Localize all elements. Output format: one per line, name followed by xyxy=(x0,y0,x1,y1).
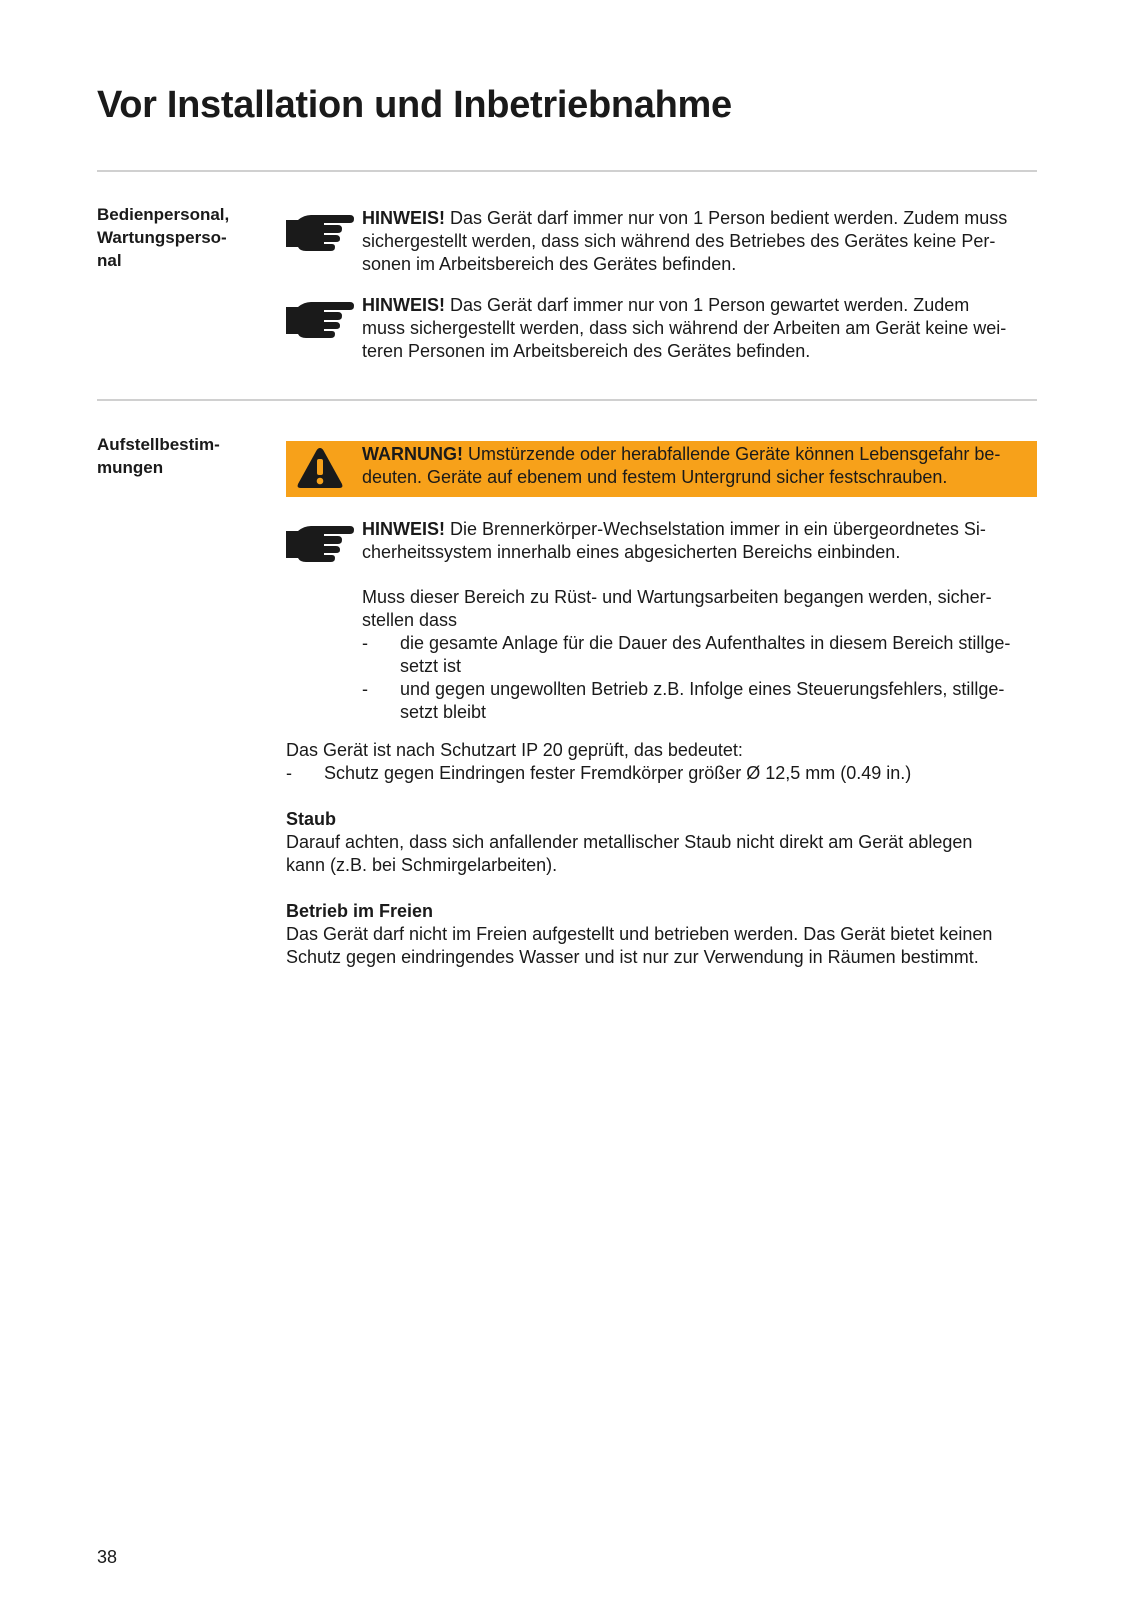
heading-line: Wartungsperso- xyxy=(97,228,227,247)
heading-line: nal xyxy=(97,251,122,270)
staub-heading: Staub xyxy=(286,809,337,829)
note-text: sonen im Arbeitsbereich des Gerätes befinden. xyxy=(362,254,737,274)
section-heading-bedienpersonal xyxy=(97,203,257,272)
note-hinweis-1 xyxy=(362,207,1042,276)
note-text: Das Gerät darf immer nur von 1 Person gewartet werden. Zudem xyxy=(445,295,970,315)
note-text: Die Brennerkörper-Wechselstation immer in ein übergeordnetes Si- xyxy=(445,519,986,539)
page-title: Vor Installation und Inbetriebnahme xyxy=(97,84,732,126)
paragraph-line: Das Gerät darf nicht im Freien aufgestellt und betrieben werden. Das Gerät bietet keinen xyxy=(286,924,993,944)
list-item xyxy=(400,678,1040,724)
warning-text xyxy=(362,443,1032,489)
note-hinweis-2 xyxy=(362,294,1042,363)
list-item-line: und gegen ungewollten Betrieb z.B. Infolge eines Steuerungsfehlers, stillge- xyxy=(400,679,1005,699)
list-dash: - xyxy=(362,679,368,699)
paragraph-line: stellen dass xyxy=(362,610,458,630)
warning-box xyxy=(286,441,1037,497)
paragraph-line: Darauf achten, dass sich anfallender metallischer Staub nicht direkt am Gerät ablegen xyxy=(286,832,973,852)
note-label: HINWEIS! xyxy=(362,519,445,539)
betrieb-im-freien-text xyxy=(286,923,1036,969)
note-hinweis-3 xyxy=(362,518,1042,564)
page-number: 38 xyxy=(97,1547,118,1567)
list-dash: - xyxy=(286,763,292,783)
betrieb-im-freien-heading: Betrieb im Freien xyxy=(286,901,434,921)
section-heading-aufstellbestimmungen xyxy=(97,433,257,479)
warning-triangle-icon xyxy=(296,446,344,490)
ip-rating-text: Das Gerät ist nach Schutzart IP 20 geprüft, das bedeutet: xyxy=(286,740,743,760)
warning-label: WARNUNG! xyxy=(362,444,463,464)
heading-line: Bedienpersonal, xyxy=(97,205,230,224)
section-divider xyxy=(97,399,1037,401)
note-label: HINWEIS! xyxy=(362,208,445,228)
pointing-hand-icon xyxy=(284,522,354,566)
paragraph-line: Muss dieser Bereich zu Rüst- und Wartungsarbeiten begangen werden, sicher- xyxy=(362,587,992,607)
note-text: teren Personen im Arbeitsbereich des Gerätes befinden. xyxy=(362,341,811,361)
ip-rating-bullet: Schutz gegen Eindringen fester Fremdkörper größer Ø 12,5 mm (0.49 in.) xyxy=(324,763,912,783)
note-text: cherheitssystem innerhalb eines abgesicherten Bereichs einbinden. xyxy=(362,542,901,562)
access-paragraph xyxy=(362,586,1042,632)
paragraph-line: Schutz gegen eindringendes Wasser und ist nur zur Verwendung in Räumen bestimmt. xyxy=(286,947,979,967)
list-item-line: setzt bleibt xyxy=(400,702,487,722)
note-text: muss sichergestellt werden, dass sich während der Arbeiten am Gerät keine wei- xyxy=(362,318,1007,338)
section-divider xyxy=(97,170,1037,172)
list-item-line: die gesamte Anlage für die Dauer des Aufenthaltes in diesem Bereich stillge- xyxy=(400,633,1011,653)
pointing-hand-icon xyxy=(284,211,354,255)
list-item-line: setzt ist xyxy=(400,656,462,676)
heading-line: Aufstellbestim- xyxy=(97,435,220,454)
heading-line: mungen xyxy=(97,458,164,477)
list-item xyxy=(400,632,1040,678)
note-label: HINWEIS! xyxy=(362,295,445,315)
pointing-hand-icon xyxy=(284,298,354,342)
paragraph-line: kann (z.B. bei Schmirgelarbeiten). xyxy=(286,855,558,875)
warning-line: deuten. Geräte auf ebenem und festem Untergrund sicher festschrauben. xyxy=(362,467,948,487)
staub-text xyxy=(286,831,1036,877)
note-text: sichergestellt werden, dass sich während des Betriebes des Gerätes keine Per- xyxy=(362,231,996,251)
warning-line: Umstürzende oder herabfallende Geräte können Lebensgefahr be- xyxy=(463,444,1001,464)
list-dash: - xyxy=(362,633,368,653)
note-text: Das Gerät darf immer nur von 1 Person bedient werden. Zudem muss xyxy=(445,208,1008,228)
